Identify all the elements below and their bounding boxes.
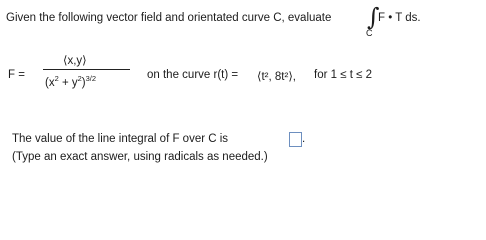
field-denominator: $(x^2 + y^2)^{3/2}$ — [45, 74, 97, 89]
answer-input-box[interactable] — [289, 132, 302, 147]
curve-text: on the curve r(t) = — [147, 69, 239, 81]
fraction-bar — [43, 69, 130, 70]
answer-period: . — [302, 133, 306, 145]
curve-vector: ⟨t², 8t²⟩, — [257, 71, 297, 83]
field-lhs: F = — [8, 69, 25, 81]
field-numerator: ⟨x,y⟩ — [63, 55, 87, 67]
integral-subscript: C — [366, 28, 373, 38]
answer-statement: The value of the line integral of F over C is — [12, 133, 229, 145]
answer-hint: (Type an exact answer, using radicals as needed.) — [12, 151, 268, 163]
integrand: F • T ds. — [378, 12, 421, 24]
prompt-text: Given the following vector field and orientated curve C, evaluate — [6, 12, 332, 24]
integral-symbol: ∫ — [367, 3, 380, 31]
curve-range: for 1 ≤ t ≤ 2 — [314, 69, 373, 81]
